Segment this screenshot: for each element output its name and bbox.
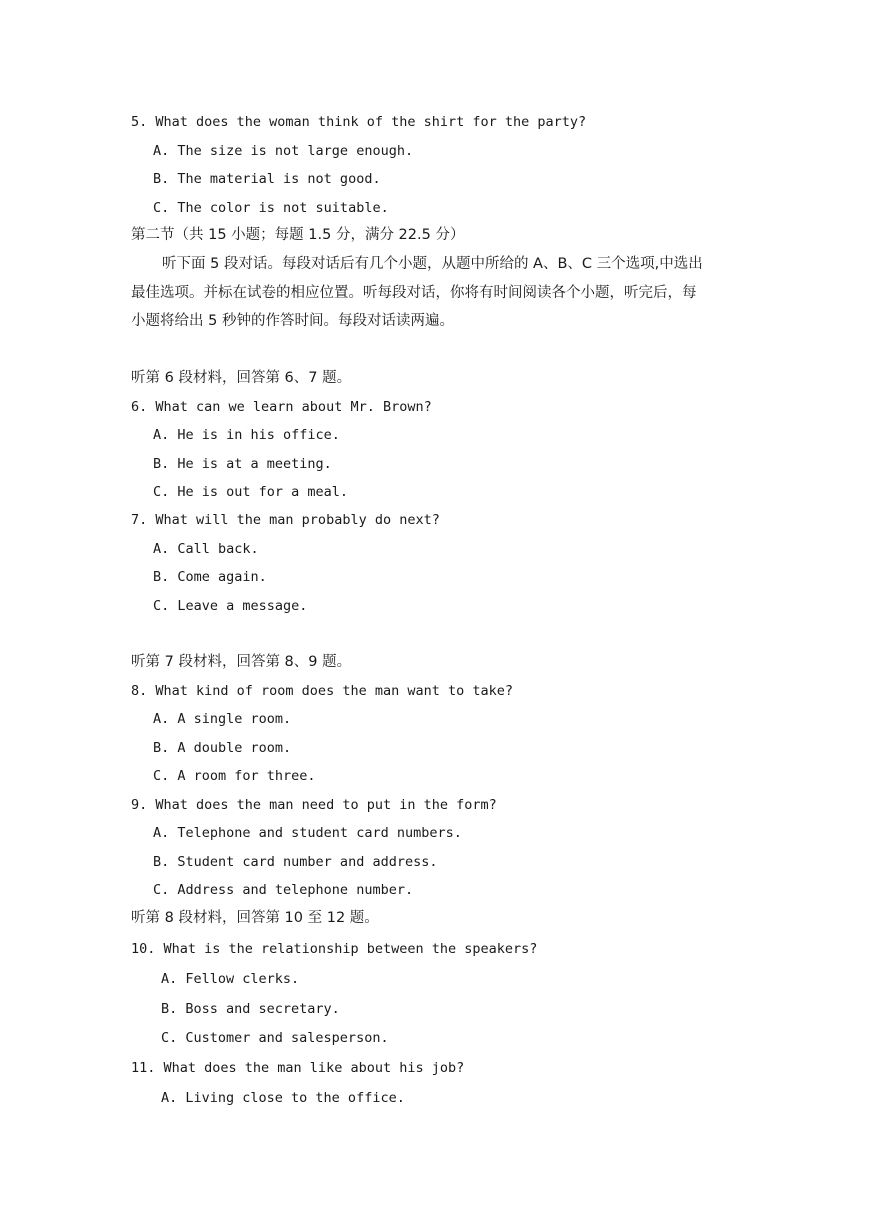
passage-8-intro: 听第 8 段材料，回答第 10 至 12 题。 [131, 910, 379, 926]
question-8-option-a: A. A single room. [153, 711, 292, 727]
question-5-option-c: C. The color is not suitable. [153, 200, 389, 216]
question-11-stem: 11. What does the man like about his job? [131, 1060, 465, 1076]
question-9-option-b: B. Student card number and address. [153, 854, 438, 870]
question-7-option-a: A. Call back. [153, 541, 259, 557]
passage-6-intro: 听第 6 段材料，回答第 6、7 题。 [131, 370, 352, 386]
question-8-option-b: B. A double room. [153, 740, 292, 756]
question-9-option-c: C. Address and telephone number. [153, 882, 414, 898]
question-7-option-b: B. Come again. [153, 569, 267, 585]
section-2-instructions-line-2: 最佳选项。并标在试卷的相应位置。听每段对话，你将有时间阅读各个小题，听完后，每 [131, 285, 697, 301]
question-6-option-c: C. He is out for a meal. [153, 484, 349, 500]
section-2-instructions-line-3: 小题将给出 5 秒钟的作答时间。每段对话读两遍。 [131, 313, 454, 329]
section-2-instructions-line-1: 听下面 5 段对话。每段对话后有几个小题，从题中所给的 A、B、C 三个选项,中选出 [162, 256, 703, 272]
question-11-option-a: A. Living close to the office. [161, 1090, 405, 1106]
question-7-option-c: C. Leave a message. [153, 598, 308, 614]
question-5-option-a: A. The size is not large enough. [153, 143, 414, 159]
question-5-option-b: B. The material is not good. [153, 171, 381, 187]
question-10-stem: 10. What is the relationship between the speakers? [131, 941, 538, 957]
question-8-stem: 8. What kind of room does the man want to take? [131, 683, 514, 699]
question-6-option-a: A. He is in his office. [153, 427, 340, 443]
question-7-stem: 7. What will the man probably do next? [131, 512, 440, 528]
question-5-stem: 5. What does the woman think of the shirt for the party? [131, 114, 587, 130]
question-8-option-c: C. A room for three. [153, 768, 316, 784]
question-6-option-b: B. He is at a meeting. [153, 456, 332, 472]
question-9-stem: 9. What does the man need to put in the form? [131, 797, 497, 813]
question-6-stem: 6. What can we learn about Mr. Brown? [131, 399, 432, 415]
question-9-option-a: A. Telephone and student card numbers. [153, 825, 462, 841]
question-10-option-a: A. Fellow clerks. [161, 971, 300, 987]
section-2-heading: 第二节（共 15 小题；每题 1.5 分，满分 22.5 分） [131, 227, 465, 243]
question-10-option-b: B. Boss and secretary. [161, 1001, 340, 1017]
question-10-option-c: C. Customer and salesperson. [161, 1030, 389, 1046]
passage-7-intro: 听第 7 段材料，回答第 8、9 题。 [131, 654, 352, 670]
